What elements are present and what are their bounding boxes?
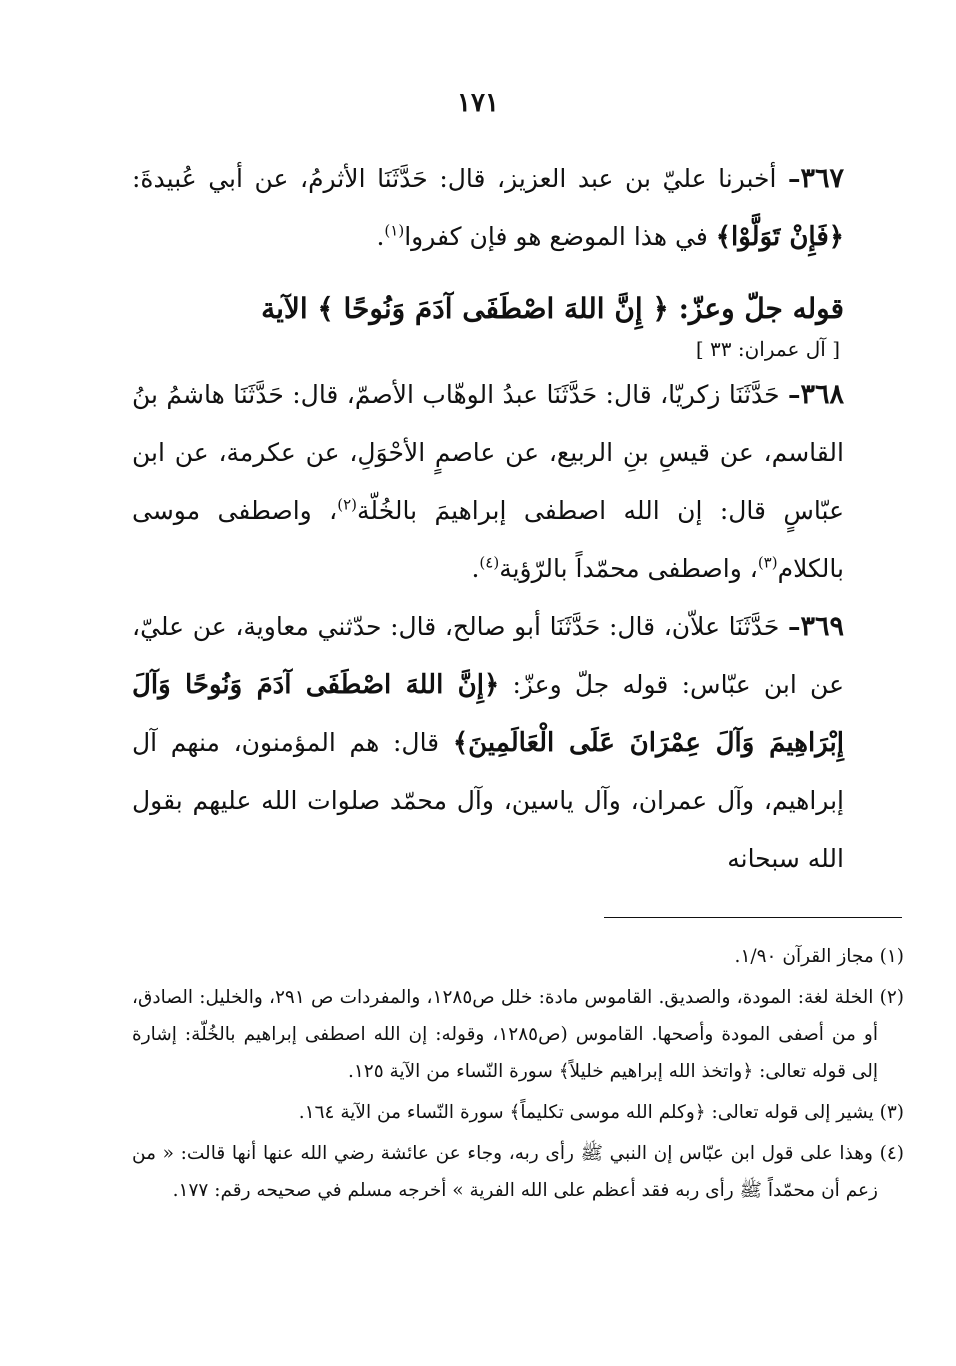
hadith-text: قال: هم المؤمنون، منهم آل إبراهيم، وآل عمران، وآل ياسين، وآل محمّد صلوات الله عليهم بقول الله سبحانه xyxy=(132,728,844,873)
footnote-ref: (٢) xyxy=(337,495,358,514)
surah-reference: [ آل عمران: ٣٣ ] xyxy=(695,337,840,361)
number-dash: – xyxy=(787,380,801,409)
footnote-divider xyxy=(604,917,902,918)
footnotes xyxy=(132,938,904,1213)
hadith-number: ٣٦٩ xyxy=(800,611,844,642)
footnote-ref: (٤) xyxy=(479,553,500,572)
hadith-text: أخبرنا عليّ بن عبد العزيز، قال: حَدَّثَنَا الأثرمُ، عن أبي عُبيدةَ: xyxy=(132,164,777,193)
page-number: ١٧١ xyxy=(457,88,499,118)
hadith-text: ، واصطفى محمّداً بالرّؤية xyxy=(499,554,758,583)
quran-verse: ﴿فَإِنْ تَوَلَّوْا﴾ xyxy=(715,222,844,252)
hadith-text: حَدَّثَنَا زكريّا، قال: حَدَّثَنَا عبدُ الوهّاب الأصمّ، قال: حَدَّثَنَا هاشمُ بنُ القاسم، عن قيسِ بنِ الربيع، عن عاصمٍ الأحْوَلِ، عن عكرمة، عن ابن عبّاسٍ قال: إن الله اصطفى إبراهيمَ بالخُلّة xyxy=(132,380,845,525)
footnote-3: (٣) يشير إلى قوله تعالى: ﴿وكلم الله موسى تكليماً﴾ سورة النّساء من الآية ١٦٤. xyxy=(298,1102,904,1123)
section-heading: قوله جلّ وعزّ: ﴿ إِنَّ اللهَ اصْطَفَى آدَمَ وَنُوحًا ﴾ الآية xyxy=(261,292,844,325)
footnote-ref: (٣) xyxy=(757,553,778,572)
hadith-text: ، واصطفى موسى بالكلام xyxy=(132,496,844,583)
quran-verse: ﴿إِنَّ اللهَ اصْطَفَى آدَمَ وَنُوحًا وَآلَ إِبْرَاهِيمَ وَآلَ عِمْرَانَ عَلَى الْعَالَمِينَ﴾ xyxy=(132,670,844,758)
footnote-1: (١) مجاز القرآن ١/٩٠. xyxy=(734,946,904,967)
main-text xyxy=(132,150,844,888)
hadith-367 xyxy=(132,150,844,266)
hadith-number: ٣٦٨ xyxy=(800,379,844,410)
sentence-end: . xyxy=(376,222,385,251)
number-dash: – xyxy=(787,164,801,193)
footnote-4: (٤) وهذا على قول ابن عبّاس إن النبي ﷺ رأى ربه، وجاء عن عائشة رضي الله عنها أنها قالت: « من زعم أن محمّداً ﷺ رأى ربه فقد أعظم على الله الفرية » أخرجه مسلم في صحيحه رقم: ١٧٧. xyxy=(132,1143,904,1201)
hadith-text: في هذا الموضع هو فإن كفروا xyxy=(404,222,708,251)
number-dash: – xyxy=(787,612,801,641)
hadith-number: ٣٦٧ xyxy=(800,163,844,194)
hadith-369 xyxy=(132,598,844,888)
sentence-end: . xyxy=(471,554,480,583)
hadith-text: حَدَّثَنَا علاّن، قال: حَدَّثَنَا أبو صالح، قال: حدّثني معاوية، عن عليّ، عن ابن عبّاس: قوله جلّ وعزّ: xyxy=(132,612,844,699)
footnote-2: (٢) الخلة لغة: المودة، والصديق. القاموس مادة: خلل ص١٢٨٥، والمفردات ص ٢٩١، والخليل: الصادق، أو من أصفى المودة وأصحها. القاموس (ص١٢٨٥، وقوله: إن الله اصطفى إبراهيم بالخُلّة: إشارة إلى قوله تعالى: ﴿واتخذ الله إبراهيم خليلاً﴾ سورة النّساء من الآية ١٢٥. xyxy=(132,987,905,1082)
footnote-ref: (١) xyxy=(384,221,405,240)
hadith-368 xyxy=(132,366,844,598)
